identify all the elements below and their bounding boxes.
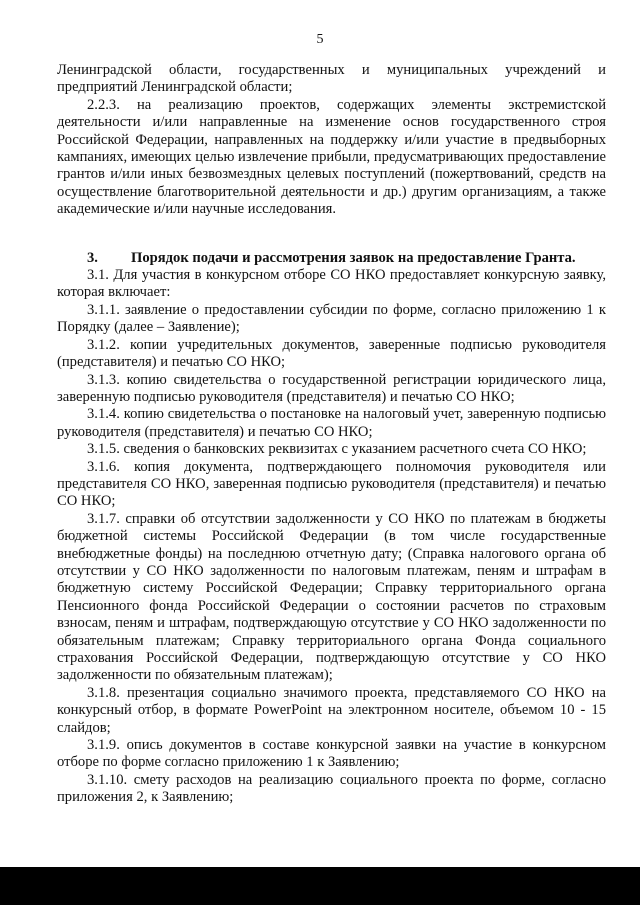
paragraph: 3.1.8. презентация социально значимого проекта, представляемого СО НКО на конкурсный отбор, в формате PowerPoint на электронном носителе, объемом 10 - 15 слайдов; xyxy=(57,684,606,736)
paragraph: 3.1.7. справки об отсутствии задолженности у СО НКО по платежам в бюджеты бюджетной системы Российской Федерации (в том числе государственные внебюджетные фонды) на последнюю отчетную дату; (Справка налогового органа об отсутствии у СО НКО задолженности по налоговым платежам, пеням и штрафам в бюджетную систему Российской Федерации; Справку территориального органа Пенсионного фонда Российской Федерации о состоянии расчетов по страховым взносам, пеням и штрафам, подтверждающую отсутствие у СО НКО задолженности по обязательным платежам; Справку территориального органа Фонда социального страхования Российской Федерации, подтверждающую отсутствие у СО НКО задолженности по обязательным платежам); xyxy=(57,510,606,684)
paragraph: Ленинградской области, государственных и муниципальных учреждений и предприятий Ленинградской области; xyxy=(57,62,606,96)
page-number: 5 xyxy=(316,32,324,47)
document-body xyxy=(57,62,606,807)
section-number: 3. xyxy=(87,249,98,266)
paragraph: 3.1.6. копия документа, подтверждающего полномочия руководителя или представителя СО НКО, заверенная подписью руководителя (представителя) и печатью СО НКО; xyxy=(57,458,606,510)
scan-bottom-edge xyxy=(0,867,640,905)
paragraph: 3.1.10. смету расходов на реализацию социального проекта по форме, согласно приложения 2, к Заявлению; xyxy=(57,771,606,806)
paragraph: 3.1.4. копию свидетельства о постановке на налоговый учет, заверенную подписью руководителя (представителя) и печатью СО НКО; xyxy=(57,406,606,440)
section-title: Порядок подачи и рассмотрения заявок на предоставление Гранта. xyxy=(131,249,576,266)
section-heading xyxy=(57,250,606,267)
paragraph: 3.1.2. копии учредительных документов, заверенные подписью руководителя (представителя) и печатью СО НКО; xyxy=(57,336,606,371)
paragraph: 3.1.5. сведения о банковских реквизитах с указанием расчетного счета СО НКО; xyxy=(87,441,587,458)
paragraph: 3.1.9. опись документов в составе конкурсной заявки на участие в конкурсном отборе по форме согласно приложению 1 к Заявлению; xyxy=(57,737,606,771)
paragraph: 2.2.3. на реализацию проектов, содержащих элементы экстремистской деятельности и/или направленные на изменение основ государственного строя Российской Федерации, направленных на поддержку и/или участие в предвыборных кампаниях, имеющих целью извлечение прибыли, предусматривающих предоставление грантов и/или иных безвозмездных целевых поступлений (пожертвований, средств на осуществление благотворительной деятельности и др.) другим организациям, а также академические и/или научные исследования. xyxy=(57,96,606,218)
paragraph: 3.1. Для участия в конкурсном отборе СО НКО предоставляет конкурсную заявку, которая включает: xyxy=(57,267,606,301)
paragraph: 3.1.3. копию свидетельства о государственной регистрации юридического лица, заверенную подписью руководителя (представителя) и печатью СО НКО; xyxy=(57,371,606,405)
paragraph: 3.1.1. заявление о предоставлении субсидии по форме, согласно приложению 1 к Порядку (далее – Заявление); xyxy=(57,301,606,336)
